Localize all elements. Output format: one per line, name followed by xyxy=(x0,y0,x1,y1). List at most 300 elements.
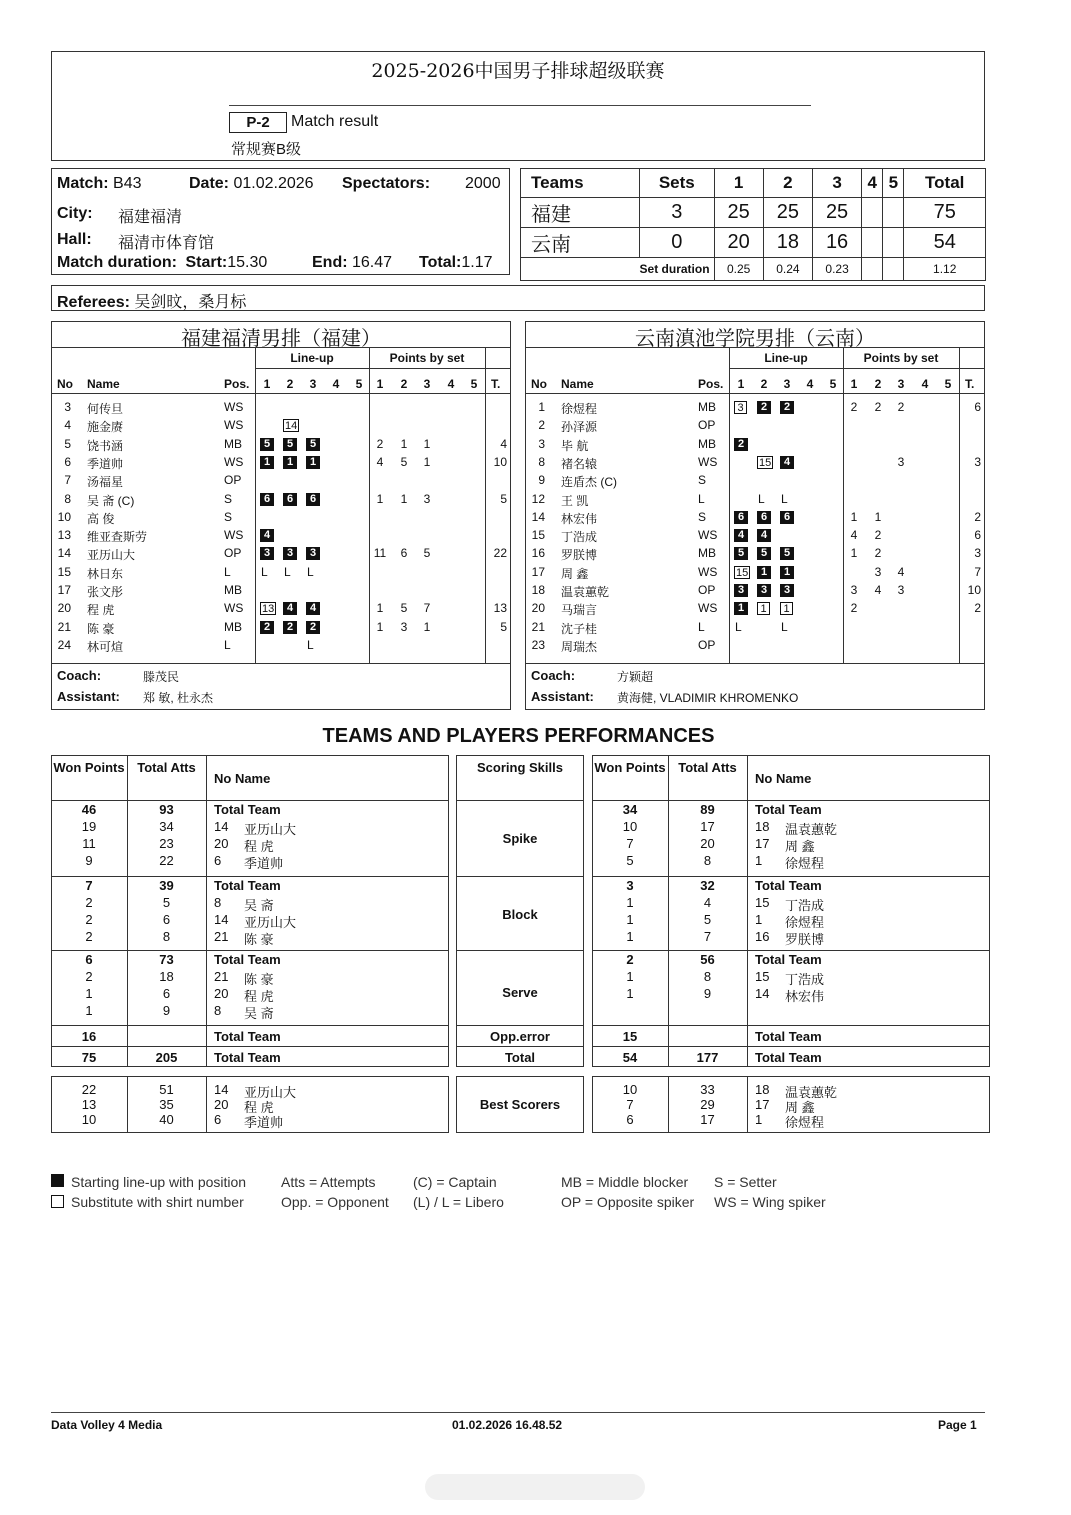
player-position: OP xyxy=(698,583,716,597)
player-number: 3 xyxy=(64,400,71,414)
total-atts-value: 8 xyxy=(162,929,171,944)
away-performance-table xyxy=(592,755,990,1067)
player-name: 丁浩成 xyxy=(561,530,598,545)
libero-marker: L xyxy=(781,491,788,506)
player-position: S xyxy=(698,473,707,488)
footer-timestamp: 01.02.2026 16.48.52 xyxy=(452,1418,563,1432)
total-atts-value: 93 xyxy=(159,802,174,817)
score-row-away xyxy=(521,228,986,258)
table-rule xyxy=(747,755,748,1067)
set-points: 1 xyxy=(376,601,384,616)
league-title: 2025-2026中国男子排球超级联赛 xyxy=(371,60,665,82)
score-total: 75 xyxy=(904,198,986,228)
player-name: 毕 航 xyxy=(561,438,589,453)
match-date: 01.02.2026 xyxy=(233,175,314,192)
player-name: 程 虎 xyxy=(244,989,274,1004)
starting-position-marker: 4 xyxy=(780,456,794,469)
player-name: 周 鑫 xyxy=(561,566,589,581)
page-scrollbar[interactable] xyxy=(425,1474,645,1500)
starting-position-marker: 6 xyxy=(260,493,274,506)
home-performance-table xyxy=(51,755,449,1067)
player-name: 温袁蕙乾 xyxy=(785,822,838,837)
total-points: 10 xyxy=(967,583,981,597)
score-team-name: 云南 xyxy=(521,228,640,258)
player-name: 吴 斋 xyxy=(244,1006,274,1021)
player-number: 21 xyxy=(57,619,71,634)
city-label: City: xyxy=(57,205,93,222)
set-points: 1 xyxy=(423,619,431,634)
coach-label: Coach: xyxy=(531,668,576,683)
total-atts-value: 4 xyxy=(703,895,712,910)
best-scorer-atts: 40 xyxy=(159,1112,174,1127)
player-number: 7 xyxy=(64,473,71,488)
won-points-value: 2 xyxy=(626,952,634,967)
legend-starting: Starting line-up with position xyxy=(71,1174,247,1190)
set-points: 7 xyxy=(423,601,431,616)
score-header-total: Total xyxy=(904,169,986,198)
roster-rule xyxy=(255,368,511,369)
best-scorer-number: 1 xyxy=(755,1112,763,1127)
legend-ws: WS = Wing spiker xyxy=(714,1194,826,1210)
assistant-label: Assistant: xyxy=(531,689,594,704)
opp-error-label: Total Team xyxy=(214,1029,281,1044)
set-duration-label: Set duration xyxy=(521,258,715,281)
match-label: Match: xyxy=(57,175,109,192)
table-rule xyxy=(592,800,990,801)
roster-rule xyxy=(729,368,985,369)
set-points: 3 xyxy=(897,454,905,469)
player-position: MB xyxy=(224,436,242,451)
total-points: 3 xyxy=(974,454,981,469)
starting-position-marker: 5 xyxy=(260,438,274,451)
score-set4 xyxy=(862,228,883,258)
best-scorer-number: 18 xyxy=(755,1082,770,1097)
team-total-label: Total Team xyxy=(214,952,281,967)
skill-label: Serve xyxy=(502,985,538,1000)
team-total-label: Total Team xyxy=(755,878,822,893)
best-scorers-label: Best Scorers xyxy=(479,1097,561,1112)
player-name: 高 俊 xyxy=(87,511,115,526)
player-position: L xyxy=(224,637,231,652)
roster-rule xyxy=(959,347,960,663)
won-points-header: Won Points xyxy=(594,760,666,775)
starting-position-marker: 1 xyxy=(260,456,274,469)
total-points: 2 xyxy=(974,509,981,524)
player-position: WS xyxy=(698,454,718,469)
player-position: S xyxy=(698,509,707,524)
player-name: 程 虎 xyxy=(87,603,115,618)
total-atts-value: 23 xyxy=(159,836,174,851)
set-duration-4 xyxy=(862,258,883,281)
total-points: 6 xyxy=(974,528,981,543)
score-set2: 25 xyxy=(763,198,812,228)
table-rule xyxy=(747,1076,748,1133)
player-name: 施金赓 xyxy=(87,420,124,435)
away-roster xyxy=(525,321,985,710)
player-number: 8 xyxy=(538,454,545,469)
won-points-value: 2 xyxy=(85,969,93,984)
roster-rule xyxy=(729,347,730,663)
player-number: 15 xyxy=(57,564,71,579)
best-scorer-points: 10 xyxy=(622,1082,638,1097)
player-name: 陈 豪 xyxy=(244,972,274,987)
starting-position-marker: 6 xyxy=(780,511,794,524)
roster-rule xyxy=(369,347,370,663)
set-points: 2 xyxy=(850,400,858,414)
won-points-value: 1 xyxy=(626,929,634,944)
starting-position-marker: 4 xyxy=(757,529,771,542)
lineup-set-header: 4 xyxy=(332,377,340,391)
roster-rule xyxy=(51,347,511,348)
won-points-value: 1 xyxy=(85,986,93,1001)
set-duration-total: 1.12 xyxy=(904,258,986,281)
score-set5 xyxy=(883,228,904,258)
player-number: 20 xyxy=(214,836,229,851)
legend-op: OP = Opposite spiker xyxy=(561,1194,695,1210)
player-number: 14 xyxy=(755,986,770,1001)
score-header-set2: 2 xyxy=(763,169,812,198)
coach-label: Coach: xyxy=(57,668,102,683)
player-position: MB xyxy=(698,546,716,561)
score-set5 xyxy=(883,198,904,228)
report-code: P-2 xyxy=(229,112,287,133)
player-number: 16 xyxy=(531,546,545,561)
legend-libero: (L) / L = Libero xyxy=(413,1194,504,1210)
player-name: 亚历山大 xyxy=(87,548,136,563)
player-number: 20 xyxy=(214,986,229,1001)
opp-error-points: 15 xyxy=(622,1029,638,1044)
set-points: 11 xyxy=(373,546,387,561)
total-points: 5 xyxy=(500,491,507,506)
legend-opp: Opp. = Opponent xyxy=(281,1194,389,1210)
player-name: 连盾杰 (C) xyxy=(561,475,617,490)
player-name: 林宏伟 xyxy=(561,511,598,526)
best-scorer-atts: 35 xyxy=(159,1097,174,1112)
footer-left: Data Volley 4 Media xyxy=(51,1418,163,1432)
player-name: 罗朕博 xyxy=(561,548,598,563)
score-total: 54 xyxy=(904,228,986,258)
set-points: 2 xyxy=(874,528,882,543)
player-name: 陈 豪 xyxy=(87,621,115,636)
starting-position-marker: 3 xyxy=(306,547,320,560)
player-name: 孙泽源 xyxy=(561,420,598,435)
player-name: 何传旦 xyxy=(87,402,124,416)
player-name: 张文彤 xyxy=(87,585,124,599)
lineup-set-header: 3 xyxy=(783,377,791,391)
player-number: 14 xyxy=(214,912,229,927)
table-rule xyxy=(592,950,990,951)
table-rule xyxy=(592,876,990,877)
starting-position-marker: 2 xyxy=(757,401,771,414)
team-name: 云南滇池学院男排（云南） xyxy=(635,326,875,350)
won-points-value: 1 xyxy=(626,969,634,984)
table-rule xyxy=(51,950,449,951)
pos-header: Pos. xyxy=(224,377,250,391)
set-points: 1 xyxy=(874,509,882,524)
won-points-header: Won Points xyxy=(53,760,125,775)
won-points-value: 1 xyxy=(626,912,634,927)
set-points: 5 xyxy=(400,454,408,469)
score-set2: 18 xyxy=(763,228,812,258)
table-rule xyxy=(592,1046,990,1047)
won-points-value: 5 xyxy=(626,853,634,868)
team-total-label: Total Team xyxy=(755,802,822,817)
score-set3: 25 xyxy=(812,198,861,228)
lineup-header: Line-up xyxy=(290,351,334,365)
table-rule xyxy=(456,800,584,801)
player-position: MB xyxy=(224,619,242,634)
end-time: 16.47 xyxy=(352,254,393,271)
player-number: 8 xyxy=(64,491,71,506)
set-points: 1 xyxy=(423,454,431,469)
player-name: 温袁蕙乾 xyxy=(561,585,610,599)
total-label: Total Team xyxy=(214,1050,281,1065)
player-number: 14 xyxy=(57,546,71,561)
player-position: OP xyxy=(698,418,716,433)
total-atts-value: 17 xyxy=(700,819,715,834)
hall-label: Hall: xyxy=(57,231,92,248)
name-header: Name xyxy=(561,377,594,391)
won-points-value: 2 xyxy=(85,912,93,927)
player-number: 17 xyxy=(57,583,71,597)
substitute-marker: 15 xyxy=(736,566,749,579)
won-points-value: 1 xyxy=(626,895,634,910)
set-duration-row xyxy=(521,258,986,281)
starting-position-marker: 4 xyxy=(260,529,274,542)
match-number: B43 xyxy=(113,175,142,192)
points-set-header: 2 xyxy=(400,377,408,391)
player-number: 24 xyxy=(57,637,71,652)
points-set-header: 3 xyxy=(423,377,431,391)
referees-row xyxy=(57,289,246,312)
total-duration-label: Total: xyxy=(419,254,462,271)
points-by-set-header: Points by set xyxy=(863,351,939,365)
performance-title: TEAMS AND PLAYERS PERFORMANCES xyxy=(322,725,715,747)
lineup-set-header: 1 xyxy=(263,377,271,391)
assistant-names: 郑 敏, 杜永杰 xyxy=(143,691,214,705)
roster-rule xyxy=(525,393,985,394)
score-header-set1: 1 xyxy=(714,169,763,198)
total-points: 75 xyxy=(81,1050,97,1065)
points-set-header: 4 xyxy=(447,377,455,391)
player-number: 14 xyxy=(531,509,545,524)
total-atts: 205 xyxy=(155,1050,178,1065)
city-value: 福建福清 xyxy=(118,209,183,226)
table-rule xyxy=(456,950,584,951)
starting-position-marker: 5 xyxy=(734,547,748,560)
won-points-value: 1 xyxy=(626,986,634,1001)
starting-position-marker: 2 xyxy=(780,401,794,414)
libero-marker: L xyxy=(781,619,788,634)
total-points: 7 xyxy=(974,564,981,579)
total-header: T. xyxy=(491,377,501,391)
total-points: 3 xyxy=(974,546,981,561)
starting-position-marker: 3 xyxy=(260,547,274,560)
set-points: 2 xyxy=(874,546,882,561)
player-position: MB xyxy=(698,400,716,414)
spectators-value: 2000 xyxy=(465,175,501,192)
won-points-value: 2 xyxy=(85,895,93,910)
won-points-value: 7 xyxy=(626,836,634,851)
team-total-label: Total Team xyxy=(214,878,281,893)
table-rule xyxy=(456,1025,584,1026)
total-atts-value: 32 xyxy=(700,878,715,893)
player-name: 徐煜程 xyxy=(785,915,825,930)
set-points: 2 xyxy=(874,400,882,414)
best-scorer-name: 亚历山大 xyxy=(244,1085,297,1100)
points-set-header: 3 xyxy=(897,377,905,391)
starting-position-marker: 1 xyxy=(283,456,297,469)
player-position: L xyxy=(224,564,231,579)
set-points: 4 xyxy=(874,583,882,597)
legend-atts: Atts = Attempts xyxy=(281,1174,376,1190)
player-position: WS xyxy=(698,564,718,579)
player-name: 陈 豪 xyxy=(244,932,274,947)
libero-marker: L xyxy=(261,564,268,579)
total-atts-value: 8 xyxy=(703,853,712,868)
no-name-header: No Name xyxy=(755,771,812,786)
legend-substitute: Substitute with shirt number xyxy=(71,1194,244,1210)
set-points: 3 xyxy=(850,583,858,597)
duration-row xyxy=(57,254,267,272)
starting-position-marker: 5 xyxy=(780,547,794,560)
player-name: 林日东 xyxy=(87,566,124,581)
table-rule xyxy=(51,800,449,801)
set-points: 2 xyxy=(897,400,905,414)
set-points: 1 xyxy=(376,491,384,506)
won-points-value: 11 xyxy=(82,836,96,851)
total-points: 22 xyxy=(493,546,507,561)
team-total-label: Total Team xyxy=(214,802,281,817)
starting-position-marker: 2 xyxy=(734,438,748,451)
no-header: No xyxy=(57,377,73,391)
player-number: 23 xyxy=(531,637,545,652)
player-number: 13 xyxy=(57,528,71,543)
player-name: 亚历山大 xyxy=(244,915,297,930)
starting-position-marker: 4 xyxy=(734,529,748,542)
starting-position-marker: 6 xyxy=(283,493,297,506)
player-number: 18 xyxy=(531,583,545,597)
set-points: 1 xyxy=(376,619,384,634)
best-scorer-atts: 17 xyxy=(700,1112,715,1127)
player-position: WS xyxy=(224,528,244,543)
won-points-value: 19 xyxy=(81,819,97,834)
best-scorer-atts: 29 xyxy=(700,1097,715,1112)
player-name: 周瑞杰 xyxy=(561,639,598,654)
coach-name: 滕茂民 xyxy=(143,670,180,684)
player-position: S xyxy=(224,509,233,524)
table-rule xyxy=(592,1025,990,1026)
player-name: 褚名辕 xyxy=(561,456,598,471)
starting-position-marker: 6 xyxy=(306,493,320,506)
starting-position-marker: 4 xyxy=(306,602,320,615)
total-points: 6 xyxy=(974,400,981,414)
set-points: 3 xyxy=(897,583,905,597)
player-position: L xyxy=(698,619,705,634)
lineup-set-header: 2 xyxy=(760,377,768,391)
player-position: OP xyxy=(224,546,242,561)
table-rule xyxy=(206,755,207,1067)
player-number: 14 xyxy=(214,819,229,834)
substitute-marker: 13 xyxy=(262,603,275,616)
player-number: 10 xyxy=(57,509,71,524)
player-position: WS xyxy=(698,528,718,543)
total-atts-value: 9 xyxy=(162,1003,171,1018)
table-rule xyxy=(456,876,584,877)
set-points: 3 xyxy=(874,564,882,579)
total-atts-header: Total Atts xyxy=(137,760,196,775)
player-number: 20 xyxy=(57,601,71,616)
start-label: Start: xyxy=(185,254,228,271)
player-number: 8 xyxy=(214,895,222,910)
score-header-set5: 5 xyxy=(883,169,904,198)
skill-label: Total xyxy=(504,1050,536,1065)
starting-position-marker: 1 xyxy=(306,456,320,469)
best-scorer-atts: 33 xyxy=(700,1082,715,1097)
libero-marker: L xyxy=(307,637,314,652)
away-best-scorers-table xyxy=(592,1076,990,1133)
skill-label: Opp.error xyxy=(490,1029,550,1044)
player-number: 21 xyxy=(214,969,229,984)
player-number: 4 xyxy=(64,418,71,433)
no-header: No xyxy=(531,377,547,391)
player-number: 16 xyxy=(755,929,770,944)
total-atts-value: 73 xyxy=(159,952,174,967)
player-name: 汤福星 xyxy=(87,475,124,490)
total-points: 2 xyxy=(974,601,981,616)
score-table xyxy=(520,168,986,281)
lineup-set-header: 5 xyxy=(355,377,363,391)
total-atts-value: 20 xyxy=(700,836,715,851)
coach-name: 方颖超 xyxy=(617,670,654,684)
set-points: 3 xyxy=(400,619,408,634)
total-atts-value: 5 xyxy=(162,895,171,910)
set-points: 3 xyxy=(423,491,431,506)
player-name: 季道帅 xyxy=(244,856,284,871)
starting-position-marker: 4 xyxy=(283,602,297,615)
points-set-header: 2 xyxy=(874,377,882,391)
points-by-set-header: Points by set xyxy=(389,351,465,365)
libero-marker: L xyxy=(307,564,314,579)
points-set-header: 4 xyxy=(921,377,929,391)
player-number: 17 xyxy=(755,836,770,851)
lineup-header: Line-up xyxy=(764,351,808,365)
no-name-header: No Name xyxy=(214,771,271,786)
footer-divider xyxy=(51,1412,985,1413)
player-name: 徐煜程 xyxy=(785,856,825,871)
starting-position-marker: 6 xyxy=(757,511,771,524)
legend-captain: (C) = Captain xyxy=(413,1174,497,1190)
set-points: 4 xyxy=(850,528,858,543)
best-scorer-points: 22 xyxy=(81,1082,97,1097)
total-atts-value: 18 xyxy=(159,969,174,984)
won-points-value: 1 xyxy=(85,1003,93,1018)
total-label: Total Team xyxy=(755,1050,822,1065)
spectators-label: Spectators: xyxy=(342,175,431,192)
team-name: 福建福清男排（福建） xyxy=(181,326,381,350)
substitute-marker: 1 xyxy=(780,602,793,615)
points-set-header: 1 xyxy=(850,377,858,391)
best-scorer-name: 程 虎 xyxy=(244,1100,274,1115)
player-number: 18 xyxy=(755,819,770,834)
score-set1: 25 xyxy=(714,198,763,228)
table-rule xyxy=(51,1025,449,1026)
player-name: 亚历山大 xyxy=(244,822,297,837)
starting-position-marker: 6 xyxy=(734,511,748,524)
starting-swatch xyxy=(51,1174,64,1187)
player-number: 20 xyxy=(531,601,545,616)
won-points-value: 7 xyxy=(85,878,93,893)
